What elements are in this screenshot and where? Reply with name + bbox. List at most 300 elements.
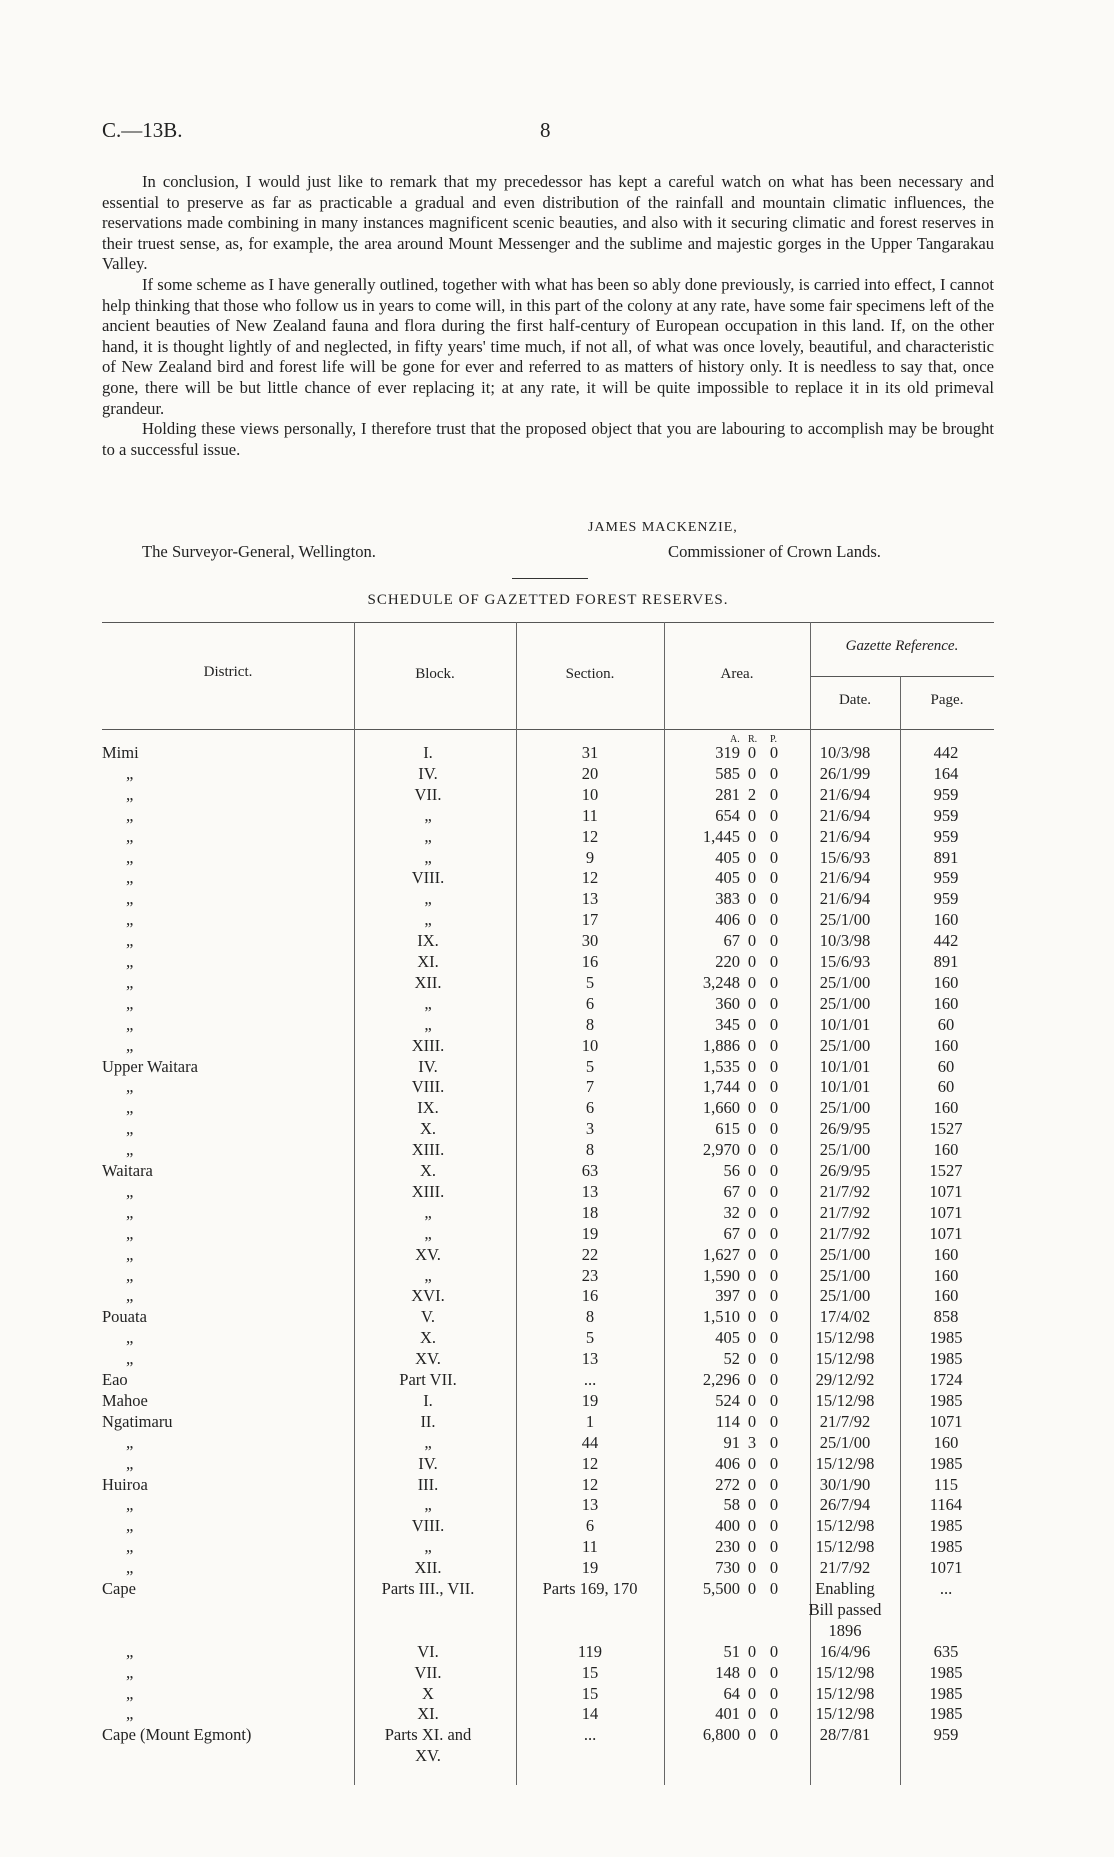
block-cell: XV. <box>415 1349 441 1369</box>
area-acres-cell: 114 <box>715 1411 740 1431</box>
block-cell: X <box>422 1683 434 1703</box>
block-cell: X. <box>419 1119 437 1139</box>
district-cell: „ <box>126 1683 134 1703</box>
district-cell: „ <box>126 1516 134 1536</box>
area-perches-cell: 0 <box>769 1558 779 1578</box>
table-row <box>102 951 994 972</box>
district-cell: Pouata <box>102 1307 147 1327</box>
area-acres-cell: 67 <box>723 931 740 951</box>
date-cell: 21/6/94 <box>819 868 871 888</box>
page-cell: 160 <box>933 972 959 992</box>
date-cell: 21/6/94 <box>819 784 871 804</box>
district-cell: „ <box>126 1265 134 1285</box>
area-acres-cell: 1,535 <box>702 1056 740 1076</box>
date-cell: 15/12/98 <box>815 1349 875 1369</box>
area-perches-cell: 0 <box>769 889 779 909</box>
section-cell: 11 <box>582 805 598 825</box>
district-cell: Waitara <box>102 1161 153 1180</box>
section-cell: 10 <box>581 784 599 804</box>
area-roods-cell: 0 <box>747 1579 757 1598</box>
date-cell: 25/1/00 <box>819 1098 871 1118</box>
date-cell: 21/6/94 <box>819 889 871 909</box>
area-perches-cell: 0 <box>769 868 779 888</box>
area-acres-cell: 405 <box>715 868 740 888</box>
page-cell: 1071 <box>929 1202 963 1222</box>
block-cell: Parts XI. and <box>384 1725 472 1745</box>
district-cell: „ <box>126 1432 134 1452</box>
section-cell: 12 <box>581 1453 599 1473</box>
table-row <box>102 1662 994 1683</box>
block-cell: Parts III., VII. <box>381 1579 475 1598</box>
table-row <box>102 1536 994 1557</box>
section-cell: 12 <box>581 826 599 846</box>
area-roods-cell: 2 <box>747 784 757 804</box>
date-cell: 10/1/01 <box>819 1056 871 1076</box>
section-cell: 6 <box>585 1516 595 1536</box>
table-row <box>102 1306 994 1327</box>
area-perches-cell: 0 <box>769 910 779 930</box>
district-cell: Cape (Mount Egmont) <box>102 1725 252 1745</box>
table-row <box>102 826 994 847</box>
date-cell: 21/7/92 <box>819 1411 871 1431</box>
area-roods-cell: 0 <box>747 1683 757 1703</box>
area-acres-cell: 220 <box>715 952 740 971</box>
area-roods-cell: 0 <box>747 1349 757 1369</box>
area-acres-cell: 2,970 <box>702 1140 740 1160</box>
district-cell: „ <box>126 1098 134 1118</box>
area-roods-cell: 0 <box>747 1223 757 1243</box>
page-cell: 959 <box>933 868 959 888</box>
page-cell: 442 <box>933 931 959 951</box>
section-cell: 20 <box>581 763 599 783</box>
date-cell: 21/7/92 <box>819 1558 871 1578</box>
area-roods-cell: 0 <box>747 1181 757 1201</box>
page-cell: 959 <box>933 826 959 846</box>
table-row <box>102 1494 994 1515</box>
block-cell: XI. <box>417 952 439 971</box>
district-cell: „ <box>126 784 134 804</box>
header-gazette: Gazette Reference. <box>845 638 959 654</box>
block-cell: XII. <box>414 1558 442 1578</box>
district-cell: „ <box>126 1181 134 1201</box>
area-roods-cell: 0 <box>747 1077 757 1097</box>
area-roods-cell: 0 <box>747 1286 757 1306</box>
date-cell: 25/1/00 <box>819 972 871 992</box>
date-cell: 10/1/01 <box>819 1077 871 1097</box>
table-row <box>102 1474 994 1495</box>
page-cell: 1527 <box>929 1119 963 1139</box>
area-perches-cell: 0 <box>769 1265 779 1285</box>
addressee: The Surveyor-General, Wellington. <box>142 542 376 561</box>
area-roods-cell: 0 <box>747 847 757 867</box>
page-cell: 1527 <box>929 1161 963 1180</box>
table-row <box>102 1348 994 1369</box>
area-acres-cell: 1,510 <box>702 1307 740 1327</box>
district-cell: „ <box>126 1704 134 1724</box>
section-cell: 6 <box>585 993 595 1013</box>
block-cell: XIII. <box>411 1035 445 1055</box>
page-cell: 60 <box>937 1056 955 1076</box>
table-row <box>102 847 994 868</box>
page-cell: 858 <box>933 1307 959 1327</box>
section-cell: 8 <box>585 1014 595 1034</box>
district-cell: „ <box>126 1349 134 1369</box>
page-cell: 959 <box>933 889 959 909</box>
district-cell: Huiroa <box>102 1474 148 1494</box>
page-cell: 1985 <box>929 1516 963 1536</box>
block-cell: VIII. <box>411 1077 445 1097</box>
date-cell: 15/12/98 <box>815 1516 875 1536</box>
area-roods-cell: 0 <box>747 805 757 825</box>
date-cell: 25/1/00 <box>819 1244 871 1264</box>
area-acres-cell: 67 <box>723 1223 740 1243</box>
page-cell: 442 <box>933 743 959 762</box>
area-acres-cell: 281 <box>715 784 740 804</box>
date-cell: Bill passed <box>808 1599 882 1619</box>
area-perches-cell: 0 <box>769 826 779 846</box>
area-roods-cell: 0 <box>747 1537 757 1557</box>
page-cell: 1985 <box>929 1704 963 1724</box>
page-cell: 60 <box>937 1077 955 1097</box>
page-cell: 1164 <box>929 1495 963 1515</box>
area-roods-cell: 0 <box>747 1641 757 1661</box>
table-row <box>102 805 994 826</box>
area-perches-cell: 0 <box>769 1035 779 1055</box>
area-acres-cell: 585 <box>715 763 740 783</box>
table-row <box>102 1599 994 1620</box>
area-acres-cell: 1,590 <box>702 1265 740 1285</box>
district-cell: „ <box>126 889 134 909</box>
block-cell: „ <box>424 910 432 930</box>
section-cell: ... <box>583 1725 597 1745</box>
header-section: Section. <box>565 666 615 682</box>
page-cell: 1985 <box>929 1537 963 1557</box>
area-acres-cell: 230 <box>715 1537 740 1557</box>
table-row <box>102 1745 994 1766</box>
block-cell: „ <box>424 889 432 909</box>
date-cell: 29/12/92 <box>815 1370 875 1389</box>
table-row <box>102 1432 994 1453</box>
table-row <box>102 1223 994 1244</box>
page-cell: 160 <box>933 1098 959 1118</box>
area-acres-cell: 2,296 <box>702 1370 740 1389</box>
district-cell: Ngatimaru <box>102 1411 173 1431</box>
area-roods-cell: 0 <box>747 910 757 930</box>
area-roods-cell: 0 <box>747 826 757 846</box>
area-perches-cell: 0 <box>769 784 779 804</box>
date-cell: 1896 <box>828 1620 862 1640</box>
section-cell: 7 <box>585 1077 595 1097</box>
block-cell: I. <box>423 743 433 762</box>
district-cell: „ <box>126 763 134 783</box>
block-cell: IV. <box>418 763 438 783</box>
area-perches-cell: 0 <box>769 1537 779 1557</box>
block-cell: IV. <box>418 1056 438 1076</box>
district-cell: „ <box>126 1537 134 1557</box>
table-row <box>102 1097 994 1118</box>
area-roods-cell: 0 <box>747 1014 757 1034</box>
date-cell: 15/12/98 <box>815 1453 875 1473</box>
area-perches-cell: 0 <box>769 1432 779 1452</box>
page-cell: 160 <box>933 1286 959 1306</box>
date-cell: 15/12/98 <box>815 1328 875 1348</box>
paragraph: Holding these views personally, I therefore trust that the proposed object that you are labouring to accomplish may be brought to a successful issue. <box>102 419 994 459</box>
area-roods-cell: 0 <box>747 1474 757 1494</box>
section-cell: 31 <box>581 743 599 762</box>
date-cell: 21/6/94 <box>819 826 871 846</box>
area-roods-cell: 0 <box>747 952 757 971</box>
area-perches-cell: 0 <box>769 1056 779 1076</box>
table-row <box>102 1557 994 1578</box>
section-cell: 5 <box>585 1328 595 1348</box>
header-area: Area. <box>720 666 754 682</box>
date-cell: 26/1/99 <box>819 763 871 783</box>
section-cell: 9 <box>585 847 595 867</box>
section-cell: 11 <box>582 1537 598 1557</box>
district-cell: „ <box>126 1202 134 1222</box>
page-cell: 1071 <box>929 1223 963 1243</box>
district-cell: „ <box>126 1035 134 1055</box>
area-perches-cell: 0 <box>769 763 779 783</box>
area-roods-cell: 0 <box>747 1098 757 1118</box>
block-cell: XII. <box>414 972 442 992</box>
date-cell: 15/12/98 <box>815 1390 875 1410</box>
block-cell: I. <box>423 1390 433 1410</box>
block-cell: „ <box>424 993 432 1013</box>
table-row <box>102 1202 994 1223</box>
block-cell: II. <box>420 1411 436 1431</box>
section-cell: 18 <box>581 1202 599 1222</box>
area-acres-cell: 3,248 <box>702 972 740 992</box>
table-row <box>102 1641 994 1662</box>
date-cell: Enabling <box>815 1579 875 1598</box>
area-perches-cell: 0 <box>769 1014 779 1034</box>
district-cell: „ <box>126 1662 134 1682</box>
area-acres-cell: 654 <box>715 805 740 825</box>
area-roods-cell: 0 <box>747 1244 757 1264</box>
district-cell: „ <box>126 1140 134 1160</box>
unit-roods: R. <box>748 734 758 745</box>
page-cell: 60 <box>937 1014 955 1034</box>
area-acres-cell: 91 <box>723 1432 740 1452</box>
area-acres-cell: 6,800 <box>702 1725 740 1745</box>
section-cell: 8 <box>585 1140 595 1160</box>
table-row <box>102 1014 994 1035</box>
area-perches-cell: 0 <box>769 1662 779 1682</box>
area-perches-cell: 0 <box>769 1453 779 1473</box>
area-acres-cell: 1,627 <box>702 1244 740 1264</box>
area-acres-cell: 56 <box>723 1161 740 1180</box>
block-cell: XI. <box>417 1704 439 1724</box>
area-perches-cell: 0 <box>769 1641 779 1661</box>
page-cell: 1985 <box>929 1683 963 1703</box>
district-cell: „ <box>126 1328 134 1348</box>
area-acres-cell: 1,886 <box>702 1035 740 1055</box>
area-perches-cell: 0 <box>769 1202 779 1222</box>
page-reference: C.—13B. <box>102 118 183 142</box>
section-cell: 13 <box>581 1181 599 1201</box>
page-cell: 1071 <box>929 1181 963 1201</box>
paragraph: In conclusion, I would just like to remark that my precedessor has kept a careful watch on what has been necessary and essential to preserve as far as practicable a gradual and even distribution of the rainfall and mountain climatic influences, the reservations made combining in many instances magnificent scenic beauties, and also with it securing climatic and forest reserves in their truest sense, as, for example, the area around Mount Messenger and the sublime and majestic gorges in the Upper Tangarakau Valley. <box>102 172 994 274</box>
area-acres-cell: 615 <box>715 1119 740 1139</box>
table-row <box>102 1265 994 1286</box>
table-row <box>102 1411 994 1432</box>
district-cell: „ <box>126 1014 134 1034</box>
section-cell: 1 <box>585 1411 595 1431</box>
area-perches-cell: 0 <box>769 1328 779 1348</box>
section-cell: 13 <box>581 889 599 909</box>
area-perches-cell: 0 <box>769 1161 779 1180</box>
date-cell: 25/1/00 <box>819 910 871 930</box>
area-roods-cell: 0 <box>747 1662 757 1682</box>
table-row <box>102 1076 994 1097</box>
area-roods-cell: 0 <box>747 1411 757 1431</box>
section-cell: 44 <box>581 1432 599 1452</box>
page-cell: 1985 <box>929 1662 963 1682</box>
page-cell: 1985 <box>929 1349 963 1369</box>
page-number: 8 <box>540 118 551 142</box>
section-cell: 63 <box>581 1161 599 1180</box>
area-roods-cell: 0 <box>747 1453 757 1473</box>
table-row <box>102 993 994 1014</box>
date-cell: 10/3/98 <box>819 931 871 951</box>
area-perches-cell: 0 <box>769 931 779 951</box>
area-acres-cell: 383 <box>715 889 740 909</box>
area-acres-cell: 58 <box>723 1495 740 1515</box>
date-cell: 25/1/00 <box>819 993 871 1013</box>
area-perches-cell: 0 <box>769 743 779 762</box>
divider <box>512 578 588 579</box>
date-cell: 26/7/94 <box>819 1495 871 1515</box>
area-perches-cell: 0 <box>769 993 779 1013</box>
table-row <box>102 1390 994 1411</box>
page-cell: 1985 <box>929 1328 963 1348</box>
area-perches-cell: 0 <box>769 1579 779 1598</box>
block-cell: „ <box>424 1432 432 1452</box>
block-cell: „ <box>424 1202 432 1222</box>
area-roods-cell: 0 <box>747 1056 757 1076</box>
date-cell: 21/7/92 <box>819 1202 871 1222</box>
block-cell: „ <box>424 1014 432 1034</box>
block-cell: „ <box>424 1495 432 1515</box>
area-acres-cell: 405 <box>715 847 740 867</box>
block-cell: Part VII. <box>399 1370 457 1389</box>
area-perches-cell: 0 <box>769 1370 779 1389</box>
area-perches-cell: 0 <box>769 847 779 867</box>
table-row <box>102 742 994 763</box>
page-cell: 164 <box>933 763 959 783</box>
table-row <box>102 972 994 993</box>
block-cell: VII. <box>414 1662 442 1682</box>
area-perches-cell: 0 <box>769 972 779 992</box>
date-cell: 15/12/98 <box>815 1704 875 1724</box>
block-cell: XV. <box>415 1746 441 1766</box>
area-roods-cell: 0 <box>747 1516 757 1536</box>
section-cell: 13 <box>581 1495 599 1515</box>
block-cell: XV. <box>415 1244 441 1264</box>
table-row <box>102 1035 994 1056</box>
area-roods-cell: 0 <box>747 1370 757 1389</box>
area-perches-cell: 0 <box>769 1307 779 1327</box>
district-cell: „ <box>126 1641 134 1661</box>
section-cell: ... <box>583 1370 597 1389</box>
letter-body <box>102 172 994 460</box>
district-cell: „ <box>126 868 134 888</box>
table-row <box>102 1620 994 1641</box>
district-cell: „ <box>126 1495 134 1515</box>
area-perches-cell: 0 <box>769 1390 779 1410</box>
date-cell: 25/1/00 <box>819 1035 871 1055</box>
area-roods-cell: 0 <box>747 1495 757 1515</box>
district-cell: „ <box>126 1244 134 1264</box>
date-cell: 15/12/98 <box>815 1537 875 1557</box>
section-cell: 17 <box>581 910 599 930</box>
district-cell: „ <box>126 931 134 951</box>
area-acres-cell: 148 <box>715 1662 740 1682</box>
area-acres-cell: 524 <box>715 1390 740 1410</box>
table-row <box>102 909 994 930</box>
block-cell: VII. <box>414 784 442 804</box>
paragraph: If some scheme as I have generally outlined, together with what has been so ably done previously, is carried into effect, I cannot help thinking that those who follow us in years to come will, in this part of the colony at any rate, have some fair specimens left of the ancient beauties of New Zealand fauna and flora during the first half-century of European occupation in this land. If, on the other hand, it is thought lightly of and neglected, in fifty years' time much, if not all, of what was once lovely, beautiful, and characteristic of New Zealand bird and forest life will be gone for ever and referred to as matters of history only. It is needless to say that, once gone, there will be but little chance of ever replacing it; at any rate, it will be quite impossible to replace it in its old primeval grandeur. <box>102 274 994 418</box>
date-cell: 30/1/90 <box>819 1474 871 1494</box>
area-acres-cell: 64 <box>723 1683 740 1703</box>
table-row <box>102 1683 994 1704</box>
district-cell: „ <box>126 1223 134 1243</box>
area-roods-cell: 0 <box>747 1035 757 1055</box>
section-cell: 15 <box>581 1683 599 1703</box>
area-roods-cell: 0 <box>747 1704 757 1724</box>
area-perches-cell: 0 <box>769 1349 779 1369</box>
schedule-title: SCHEDULE OF GAZETTED FOREST RESERVES. <box>367 592 729 608</box>
header-district: District. <box>203 664 253 680</box>
area-acres-cell: 1,744 <box>702 1077 740 1097</box>
page-cell: 959 <box>933 784 959 804</box>
page-cell: 635 <box>933 1641 959 1661</box>
page-cell: 891 <box>933 952 959 971</box>
page-cell: 1985 <box>929 1453 963 1473</box>
district-cell: „ <box>126 805 134 825</box>
table-row <box>102 1056 994 1077</box>
area-perches-cell: 0 <box>769 1411 779 1431</box>
district-cell: Mahoe <box>102 1390 148 1410</box>
page-cell: 160 <box>933 1140 959 1160</box>
block-cell: VI. <box>417 1641 439 1661</box>
area-roods-cell: 0 <box>747 1390 757 1410</box>
table-row <box>102 1369 994 1390</box>
table-row <box>102 1515 994 1536</box>
area-roods-cell: 0 <box>747 1119 757 1139</box>
page-cell: 160 <box>933 910 959 930</box>
section-cell: 8 <box>585 1307 595 1327</box>
table-row <box>102 930 994 951</box>
page-cell: 959 <box>933 1725 959 1745</box>
section-cell: 13 <box>581 1349 599 1369</box>
area-acres-cell: 406 <box>715 910 740 930</box>
section-cell: 30 <box>581 931 599 951</box>
area-roods-cell: 0 <box>747 868 757 888</box>
section-cell: Parts 169, 170 <box>542 1579 638 1598</box>
section-cell: 12 <box>581 868 599 888</box>
area-roods-cell: 0 <box>747 931 757 951</box>
district-cell: „ <box>126 910 134 930</box>
area-roods-cell: 0 <box>747 972 757 992</box>
table-row <box>102 784 994 805</box>
area-acres-cell: 51 <box>723 1641 740 1661</box>
date-cell: 21/7/92 <box>819 1223 871 1243</box>
district-cell: Mimi <box>102 743 139 762</box>
date-cell: 26/9/95 <box>819 1119 871 1139</box>
area-roods-cell: 0 <box>747 1161 757 1180</box>
